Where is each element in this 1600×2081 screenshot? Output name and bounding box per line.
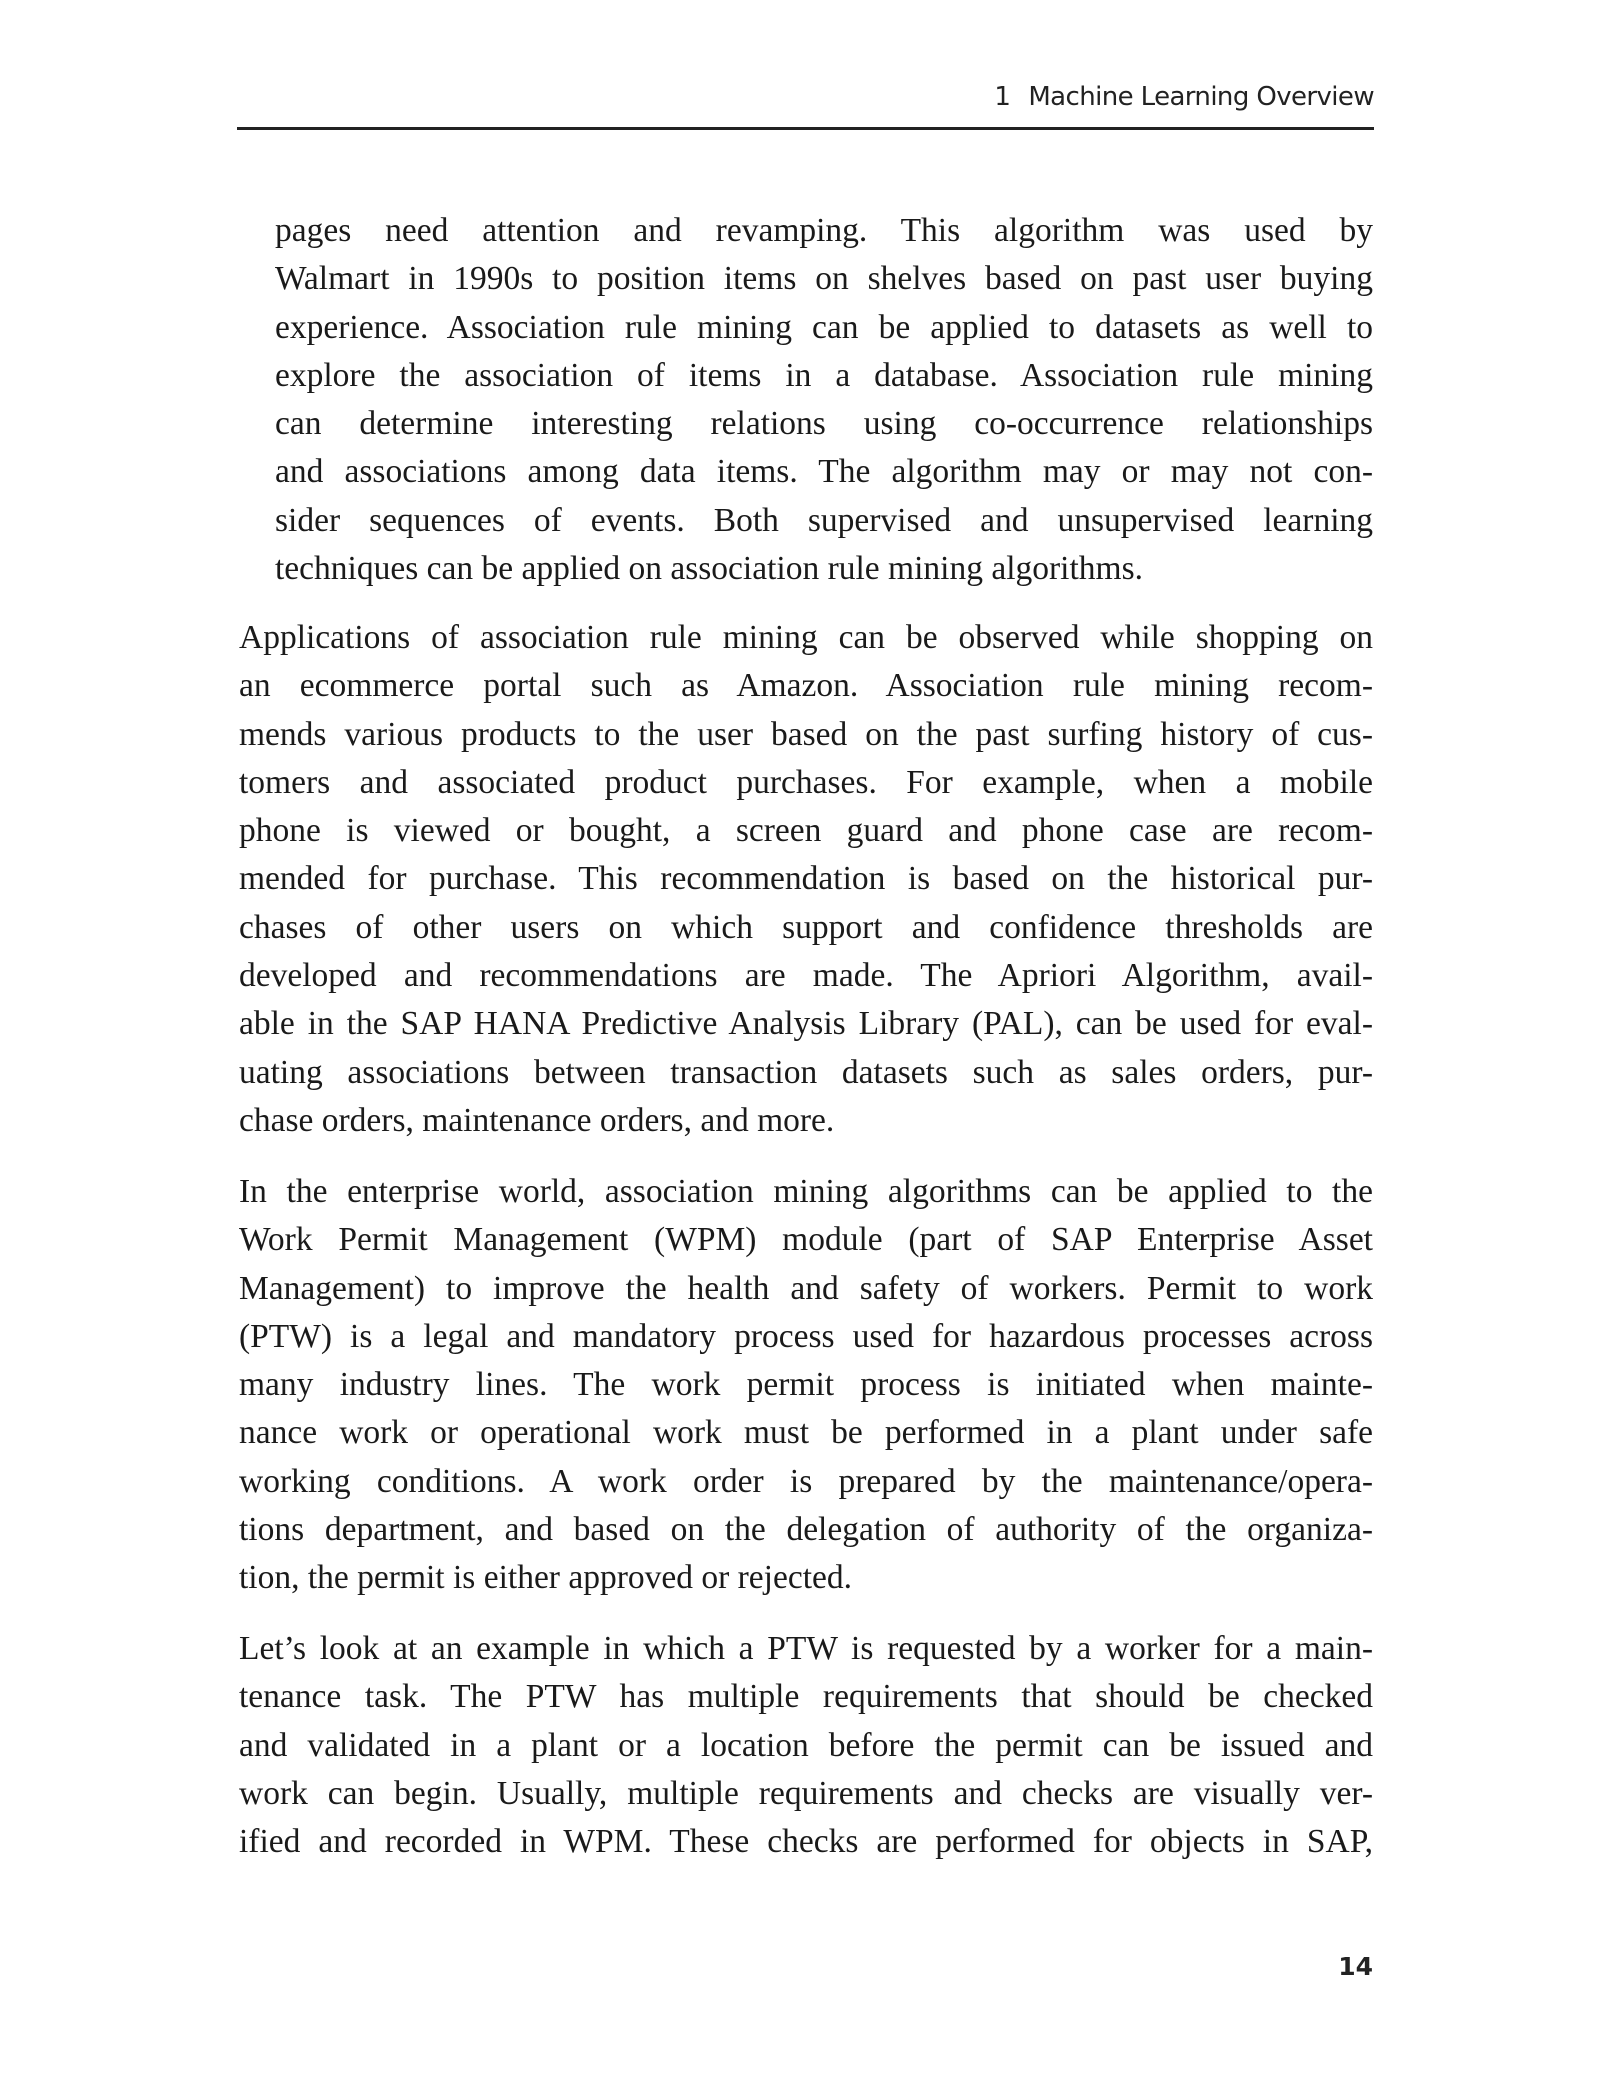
page-number: 14: [1338, 1952, 1373, 1981]
text-line: work can begin. Usually, multiple requirements and checks are visually ver-: [239, 1774, 1373, 1812]
text-line: mends various products to the user based on the past surfing history of cus-: [239, 715, 1373, 753]
text-line: tomers and associated product purchases. For example, when a mobile: [239, 763, 1373, 801]
text-line: pages need attention and revamping. This algorithm was used by: [275, 212, 1373, 249]
text-line: (PTW) is a legal and mandatory process used for hazardous processes across: [239, 1317, 1373, 1355]
running-header: [237, 82, 1374, 112]
text-line: working conditions. A work order is prepared by the maintenance/opera-: [239, 1462, 1373, 1500]
text-line: tions department, and based on the delegation of authority of the organiza-: [239, 1511, 1373, 1549]
chapter-title: Machine Learning Overview: [1028, 82, 1374, 112]
text-line: uating associations between transaction datasets such as sales orders, pur-: [239, 1053, 1373, 1091]
text-line: and validated in a plant or a location before the permit can be issued and: [239, 1726, 1373, 1764]
text-line: able in the SAP HANA Predictive Analysis Library (PAL), can be used for eval-: [239, 1005, 1373, 1043]
text-line: chases of other users on which support and confidence thresholds are: [239, 908, 1373, 946]
text-line: and associations among data items. The algorithm may or may not con-: [275, 453, 1373, 491]
text-line: sider sequences of events. Both supervised and unsupervised learning: [275, 501, 1373, 539]
text-line: phone is viewed or bought, a screen guard and phone case are recom-: [239, 812, 1373, 850]
text-line: nance work or operational work must be performed in a plant under safe: [239, 1414, 1373, 1452]
paragraph-indented: [275, 207, 1373, 593]
text-line: chase orders, maintenance orders, and more.: [239, 1101, 835, 1139]
text-line: Work Permit Management (WPM) module (part of SAP Enterprise Asset: [239, 1221, 1373, 1259]
paragraph: [239, 1168, 1373, 1603]
paragraph: [239, 614, 1373, 1145]
text-line: Management) to improve the health and safety of workers. Permit to work: [239, 1269, 1373, 1307]
paragraph: [239, 1625, 1373, 1866]
text-line: developed and recommendations are made. The Apriori Algorithm, avail-: [239, 957, 1373, 995]
text-line: explore the association of items in a database. Association rule mining: [275, 356, 1373, 394]
header-rule: [237, 127, 1374, 130]
text-line: ified and recorded in WPM. These checks are performed for objects in SAP,: [239, 1823, 1373, 1861]
text-line: experience. Association rule mining can be applied to datasets as well to: [275, 308, 1373, 346]
text-line: Applications of association rule mining can be observed while shopping on: [239, 619, 1373, 656]
text-line: Walmart in 1990s to position items on shelves based on past user buying: [275, 260, 1373, 298]
text-line: mended for purchase. This recommendation is based on the historical pur-: [239, 860, 1373, 898]
text-line: techniques can be applied on association rule mining algorithms.: [275, 550, 1143, 588]
chapter-number: 1: [994, 82, 1011, 112]
text-line: tenance task. The PTW has multiple requirements that should be checked: [239, 1678, 1373, 1716]
text-line: many industry lines. The work permit process is initiated when mainte-: [239, 1366, 1373, 1404]
text-line: can determine interesting relations using co-occurrence relationships: [275, 405, 1373, 443]
text-line: an ecommerce portal such as Amazon. Association rule mining recom-: [239, 667, 1373, 705]
text-line: In the enterprise world, association mining algorithms can be applied to the: [239, 1173, 1373, 1210]
text-line: tion, the permit is either approved or rejected.: [239, 1559, 853, 1597]
text-line: Let’s look at an example in which a PTW is requested by a worker for a main-: [239, 1630, 1373, 1667]
